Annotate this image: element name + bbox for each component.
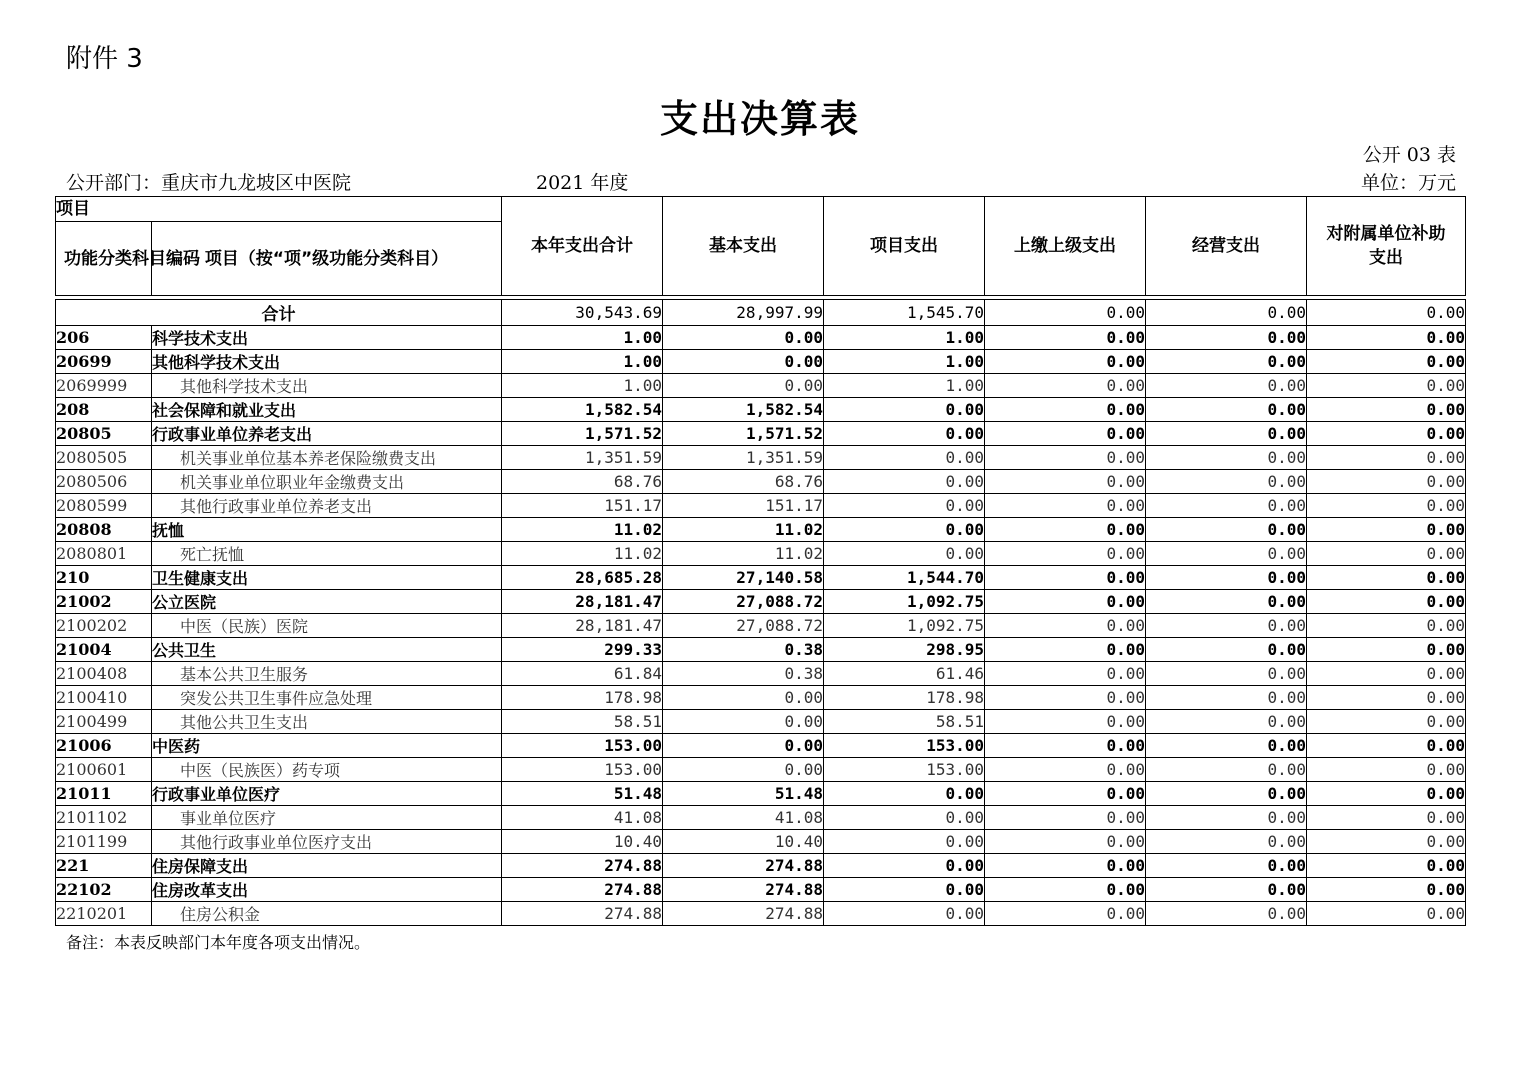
amount-cell: 0.00 — [1307, 590, 1466, 614]
amount-cell: 0.00 — [1307, 902, 1466, 926]
amount-cell: 0.00 — [1307, 878, 1466, 902]
subject-name: 其他行政事业单位养老支出 — [152, 494, 502, 518]
table-row — [56, 374, 1466, 398]
amount-cell: 11.02 — [663, 518, 824, 542]
amount-cell: 58.51 — [502, 710, 663, 734]
amount-cell: 61.46 — [824, 662, 985, 686]
amount-cell: 1,582.54 — [663, 398, 824, 422]
amount-cell: 0.00 — [985, 782, 1146, 806]
amount-cell: 0.00 — [1146, 830, 1307, 854]
total-value: 30,543.69 — [502, 300, 663, 326]
subject-name: 行政事业单位医疗 — [152, 782, 502, 806]
subject-name: 基本公共卫生服务 — [152, 662, 502, 686]
amount-cell: 0.00 — [985, 806, 1146, 830]
table-row — [56, 710, 1466, 734]
amount-cell: 1,544.70 — [824, 566, 985, 590]
amount-cell: 1.00 — [824, 326, 985, 350]
amount-cell: 0.00 — [985, 422, 1146, 446]
amount-cell: 0.00 — [1146, 614, 1307, 638]
subject-name: 机关事业单位职业年金缴费支出 — [152, 470, 502, 494]
form-number: 公开 03 表 — [1362, 144, 1456, 166]
function-code: 20699 — [56, 350, 152, 374]
table-row — [56, 854, 1466, 878]
amount-cell: 11.02 — [502, 542, 663, 566]
table-row — [56, 398, 1466, 422]
subject-name: 其他科学技术支出 — [152, 374, 502, 398]
function-code: 22102 — [56, 878, 152, 902]
amount-cell: 0.00 — [985, 326, 1146, 350]
amount-cell: 0.00 — [985, 686, 1146, 710]
subject-name: 公共卫生 — [152, 638, 502, 662]
amount-cell: 0.00 — [985, 350, 1146, 374]
amount-cell: 0.00 — [985, 446, 1146, 470]
amount-cell: 0.00 — [985, 542, 1146, 566]
total-value: 28,997.99 — [663, 300, 824, 326]
amount-cell: 1,092.75 — [824, 590, 985, 614]
amount-cell: 274.88 — [502, 854, 663, 878]
total-value: 1,545.70 — [824, 300, 985, 326]
amount-cell: 151.17 — [663, 494, 824, 518]
amount-cell: 0.00 — [1146, 710, 1307, 734]
subject-name: 其他行政事业单位医疗支出 — [152, 830, 502, 854]
amount-cell: 0.00 — [1146, 758, 1307, 782]
amount-cell: 10.40 — [502, 830, 663, 854]
subject-name: 社会保障和就业支出 — [152, 398, 502, 422]
amount-cell: 1.00 — [502, 374, 663, 398]
amount-cell: 0.00 — [1146, 518, 1307, 542]
amount-cell: 28,181.47 — [502, 614, 663, 638]
amount-cell: 0.00 — [824, 494, 985, 518]
table-row — [56, 542, 1466, 566]
subject-name: 机关事业单位基本养老保险缴费支出 — [152, 446, 502, 470]
amount-cell: 0.00 — [1307, 758, 1466, 782]
amount-cell: 0.00 — [1146, 590, 1307, 614]
function-code: 2101199 — [56, 830, 152, 854]
table-row — [56, 494, 1466, 518]
amount-cell: 0.00 — [1146, 782, 1307, 806]
table-row — [56, 326, 1466, 350]
amount-cell: 0.00 — [985, 614, 1146, 638]
amount-cell: 0.00 — [1307, 830, 1466, 854]
function-code: 2069999 — [56, 374, 152, 398]
amount-cell: 0.00 — [663, 758, 824, 782]
function-code: 2080599 — [56, 494, 152, 518]
amount-cell: 0.00 — [985, 662, 1146, 686]
amount-cell: 10.40 — [663, 830, 824, 854]
amount-cell: 51.48 — [502, 782, 663, 806]
amount-cell: 0.00 — [824, 542, 985, 566]
amount-cell: 0.00 — [985, 566, 1146, 590]
subject-name: 公立医院 — [152, 590, 502, 614]
header-upper: 上缴上级支出 — [985, 197, 1146, 296]
total-value: 0.00 — [1146, 300, 1307, 326]
function-code: 21011 — [56, 782, 152, 806]
amount-cell: 0.00 — [824, 398, 985, 422]
amount-cell: 0.00 — [1307, 422, 1466, 446]
table-row — [56, 614, 1466, 638]
amount-cell: 274.88 — [663, 854, 824, 878]
subject-name: 其他公共卫生支出 — [152, 710, 502, 734]
amount-cell: 298.95 — [824, 638, 985, 662]
amount-cell: 0.38 — [663, 662, 824, 686]
amount-cell: 61.84 — [502, 662, 663, 686]
amount-cell: 0.00 — [663, 350, 824, 374]
amount-cell: 51.48 — [663, 782, 824, 806]
table-row — [56, 470, 1466, 494]
amount-cell: 299.33 — [502, 638, 663, 662]
amount-cell: 68.76 — [502, 470, 663, 494]
amount-cell: 1.00 — [824, 374, 985, 398]
amount-cell: 0.00 — [824, 782, 985, 806]
table-row — [56, 590, 1466, 614]
header-basic: 基本支出 — [663, 197, 824, 296]
header-name: 项目（按“项”级功能分类科目） — [152, 222, 502, 296]
amount-cell: 0.00 — [824, 422, 985, 446]
header-item: 项目 — [56, 197, 502, 222]
amount-cell: 0.00 — [985, 494, 1146, 518]
total-row — [56, 300, 1466, 326]
subject-name: 住房保障支出 — [152, 854, 502, 878]
amount-cell: 0.00 — [1307, 806, 1466, 830]
header-project: 项目支出 — [824, 197, 985, 296]
subject-name: 事业单位医疗 — [152, 806, 502, 830]
amount-cell: 1.00 — [502, 326, 663, 350]
function-code: 2100601 — [56, 758, 152, 782]
function-code: 21002 — [56, 590, 152, 614]
amount-cell: 0.00 — [1146, 398, 1307, 422]
amount-cell: 28,181.47 — [502, 590, 663, 614]
subject-name: 住房公积金 — [152, 902, 502, 926]
amount-cell: 0.00 — [1307, 494, 1466, 518]
footnote: 备注：本表反映部门本年度各项支出情况。 — [66, 933, 371, 952]
amount-cell: 68.76 — [663, 470, 824, 494]
amount-cell: 0.00 — [824, 878, 985, 902]
amount-cell: 0.00 — [1307, 734, 1466, 758]
amount-cell: 0.00 — [1307, 566, 1466, 590]
function-code: 2080801 — [56, 542, 152, 566]
header-code: 功能分类科目编码 — [56, 222, 152, 296]
amount-cell: 274.88 — [502, 902, 663, 926]
amount-cell: 0.00 — [1146, 374, 1307, 398]
department: 公开部门：重庆市九龙坡区中医院 — [66, 172, 352, 194]
amount-cell: 0.00 — [1307, 638, 1466, 662]
amount-cell: 153.00 — [502, 758, 663, 782]
amount-cell: 0.00 — [1307, 398, 1466, 422]
amount-cell: 0.00 — [663, 686, 824, 710]
function-code: 2100202 — [56, 614, 152, 638]
amount-cell: 1,571.52 — [663, 422, 824, 446]
function-code: 206 — [56, 326, 152, 350]
amount-cell: 0.00 — [1307, 446, 1466, 470]
table-row — [56, 638, 1466, 662]
amount-cell: 0.00 — [1146, 686, 1307, 710]
amount-cell: 0.00 — [985, 710, 1146, 734]
function-code: 2080506 — [56, 470, 152, 494]
amount-cell: 0.00 — [824, 830, 985, 854]
amount-cell: 0.00 — [1146, 470, 1307, 494]
total-value: 0.00 — [1307, 300, 1466, 326]
header-subsidy: 对附属单位补助支出 — [1307, 197, 1466, 296]
amount-cell: 0.00 — [663, 374, 824, 398]
amount-cell: 0.00 — [1146, 566, 1307, 590]
amount-cell: 0.00 — [985, 470, 1146, 494]
amount-cell: 0.00 — [1146, 446, 1307, 470]
amount-cell: 11.02 — [502, 518, 663, 542]
amount-cell: 1,092.75 — [824, 614, 985, 638]
amount-cell: 0.00 — [1146, 662, 1307, 686]
amount-cell: 41.08 — [502, 806, 663, 830]
amount-cell: 1,571.52 — [502, 422, 663, 446]
table-row — [56, 662, 1466, 686]
subject-name: 其他科学技术支出 — [152, 350, 502, 374]
function-code: 208 — [56, 398, 152, 422]
amount-cell: 0.00 — [1307, 374, 1466, 398]
table-row — [56, 446, 1466, 470]
amount-cell: 0.00 — [1307, 542, 1466, 566]
amount-cell: 58.51 — [824, 710, 985, 734]
subject-name: 突发公共卫生事件应急处理 — [152, 686, 502, 710]
amount-cell: 1.00 — [502, 350, 663, 374]
amount-cell: 0.00 — [1146, 422, 1307, 446]
amount-cell: 0.00 — [985, 830, 1146, 854]
table-row — [56, 422, 1466, 446]
amount-cell: 0.00 — [1146, 542, 1307, 566]
amount-cell: 0.00 — [1146, 806, 1307, 830]
amount-cell: 0.38 — [663, 638, 824, 662]
amount-cell: 1.00 — [824, 350, 985, 374]
amount-cell: 0.00 — [985, 590, 1146, 614]
amount-cell: 0.00 — [1146, 902, 1307, 926]
amount-cell: 0.00 — [663, 710, 824, 734]
function-code: 2101102 — [56, 806, 152, 830]
unit-label: 单位：万元 — [1360, 172, 1456, 194]
amount-cell: 0.00 — [824, 518, 985, 542]
amount-cell: 0.00 — [1146, 494, 1307, 518]
amount-cell: 0.00 — [1146, 326, 1307, 350]
function-code: 210 — [56, 566, 152, 590]
table-row — [56, 782, 1466, 806]
header-total: 本年支出合计 — [502, 197, 663, 296]
table-row — [56, 566, 1466, 590]
amount-cell: 41.08 — [663, 806, 824, 830]
amount-cell: 0.00 — [1146, 734, 1307, 758]
table-row — [56, 878, 1466, 902]
expenditure-table — [55, 196, 1466, 926]
amount-cell: 153.00 — [824, 734, 985, 758]
amount-cell: 1,582.54 — [502, 398, 663, 422]
amount-cell: 0.00 — [1307, 350, 1466, 374]
amount-cell: 28,685.28 — [502, 566, 663, 590]
amount-cell: 0.00 — [824, 470, 985, 494]
amount-cell: 27,140.58 — [663, 566, 824, 590]
amount-cell: 0.00 — [985, 734, 1146, 758]
amount-cell: 27,088.72 — [663, 590, 824, 614]
subject-name: 住房改革支出 — [152, 878, 502, 902]
amount-cell: 0.00 — [1307, 662, 1466, 686]
amount-cell: 274.88 — [502, 878, 663, 902]
subject-name: 卫生健康支出 — [152, 566, 502, 590]
amount-cell: 1,351.59 — [502, 446, 663, 470]
amount-cell: 178.98 — [502, 686, 663, 710]
amount-cell: 0.00 — [985, 398, 1146, 422]
amount-cell: 0.00 — [1307, 686, 1466, 710]
subject-name: 中医（民族）医院 — [152, 614, 502, 638]
amount-cell: 1,351.59 — [663, 446, 824, 470]
table-row — [56, 902, 1466, 926]
total-label: 合计 — [56, 300, 502, 326]
function-code: 2100499 — [56, 710, 152, 734]
amount-cell: 0.00 — [663, 734, 824, 758]
amount-cell: 27,088.72 — [663, 614, 824, 638]
amount-cell: 0.00 — [824, 806, 985, 830]
amount-cell: 0.00 — [985, 518, 1146, 542]
subject-name: 科学技术支出 — [152, 326, 502, 350]
amount-cell: 274.88 — [663, 902, 824, 926]
table-row — [56, 758, 1466, 782]
function-code: 2080505 — [56, 446, 152, 470]
amount-cell: 153.00 — [502, 734, 663, 758]
amount-cell: 0.00 — [985, 878, 1146, 902]
function-code: 2100408 — [56, 662, 152, 686]
function-code: 221 — [56, 854, 152, 878]
function-code: 2100410 — [56, 686, 152, 710]
function-code: 21004 — [56, 638, 152, 662]
amount-cell: 0.00 — [1307, 782, 1466, 806]
table-row — [56, 350, 1466, 374]
amount-cell: 0.00 — [1307, 518, 1466, 542]
subject-name: 死亡抚恤 — [152, 542, 502, 566]
amount-cell: 0.00 — [824, 902, 985, 926]
function-code: 2210201 — [56, 902, 152, 926]
amount-cell: 0.00 — [985, 854, 1146, 878]
amount-cell: 0.00 — [1146, 854, 1307, 878]
function-code: 20808 — [56, 518, 152, 542]
amount-cell: 0.00 — [1307, 614, 1466, 638]
function-code: 20805 — [56, 422, 152, 446]
amount-cell: 0.00 — [1307, 854, 1466, 878]
subject-name: 抚恤 — [152, 518, 502, 542]
amount-cell: 0.00 — [1307, 326, 1466, 350]
amount-cell: 153.00 — [824, 758, 985, 782]
amount-cell: 274.88 — [663, 878, 824, 902]
page-title: 支出决算表 — [659, 96, 860, 141]
amount-cell: 0.00 — [1307, 470, 1466, 494]
amount-cell: 0.00 — [985, 638, 1146, 662]
amount-cell: 178.98 — [824, 686, 985, 710]
subject-name: 行政事业单位养老支出 — [152, 422, 502, 446]
amount-cell: 151.17 — [502, 494, 663, 518]
amount-cell: 0.00 — [824, 854, 985, 878]
amount-cell: 0.00 — [1307, 710, 1466, 734]
amount-cell: 11.02 — [663, 542, 824, 566]
subject-name: 中医药 — [152, 734, 502, 758]
amount-cell: 0.00 — [985, 758, 1146, 782]
amount-cell: 0.00 — [985, 374, 1146, 398]
attachment-label: 附件 3 — [66, 44, 143, 74]
amount-cell: 0.00 — [1146, 350, 1307, 374]
subject-name: 中医（民族医）药专项 — [152, 758, 502, 782]
table-row — [56, 830, 1466, 854]
table-row — [56, 734, 1466, 758]
table-row — [56, 686, 1466, 710]
function-code: 21006 — [56, 734, 152, 758]
amount-cell: 0.00 — [1146, 878, 1307, 902]
amount-cell: 0.00 — [663, 326, 824, 350]
amount-cell: 0.00 — [985, 902, 1146, 926]
table-row — [56, 518, 1466, 542]
amount-cell: 0.00 — [1146, 638, 1307, 662]
table-row — [56, 806, 1466, 830]
amount-cell: 0.00 — [824, 446, 985, 470]
header-operating: 经营支出 — [1146, 197, 1307, 296]
fiscal-year: 2021 年度 — [536, 172, 629, 194]
total-value: 0.00 — [985, 300, 1146, 326]
